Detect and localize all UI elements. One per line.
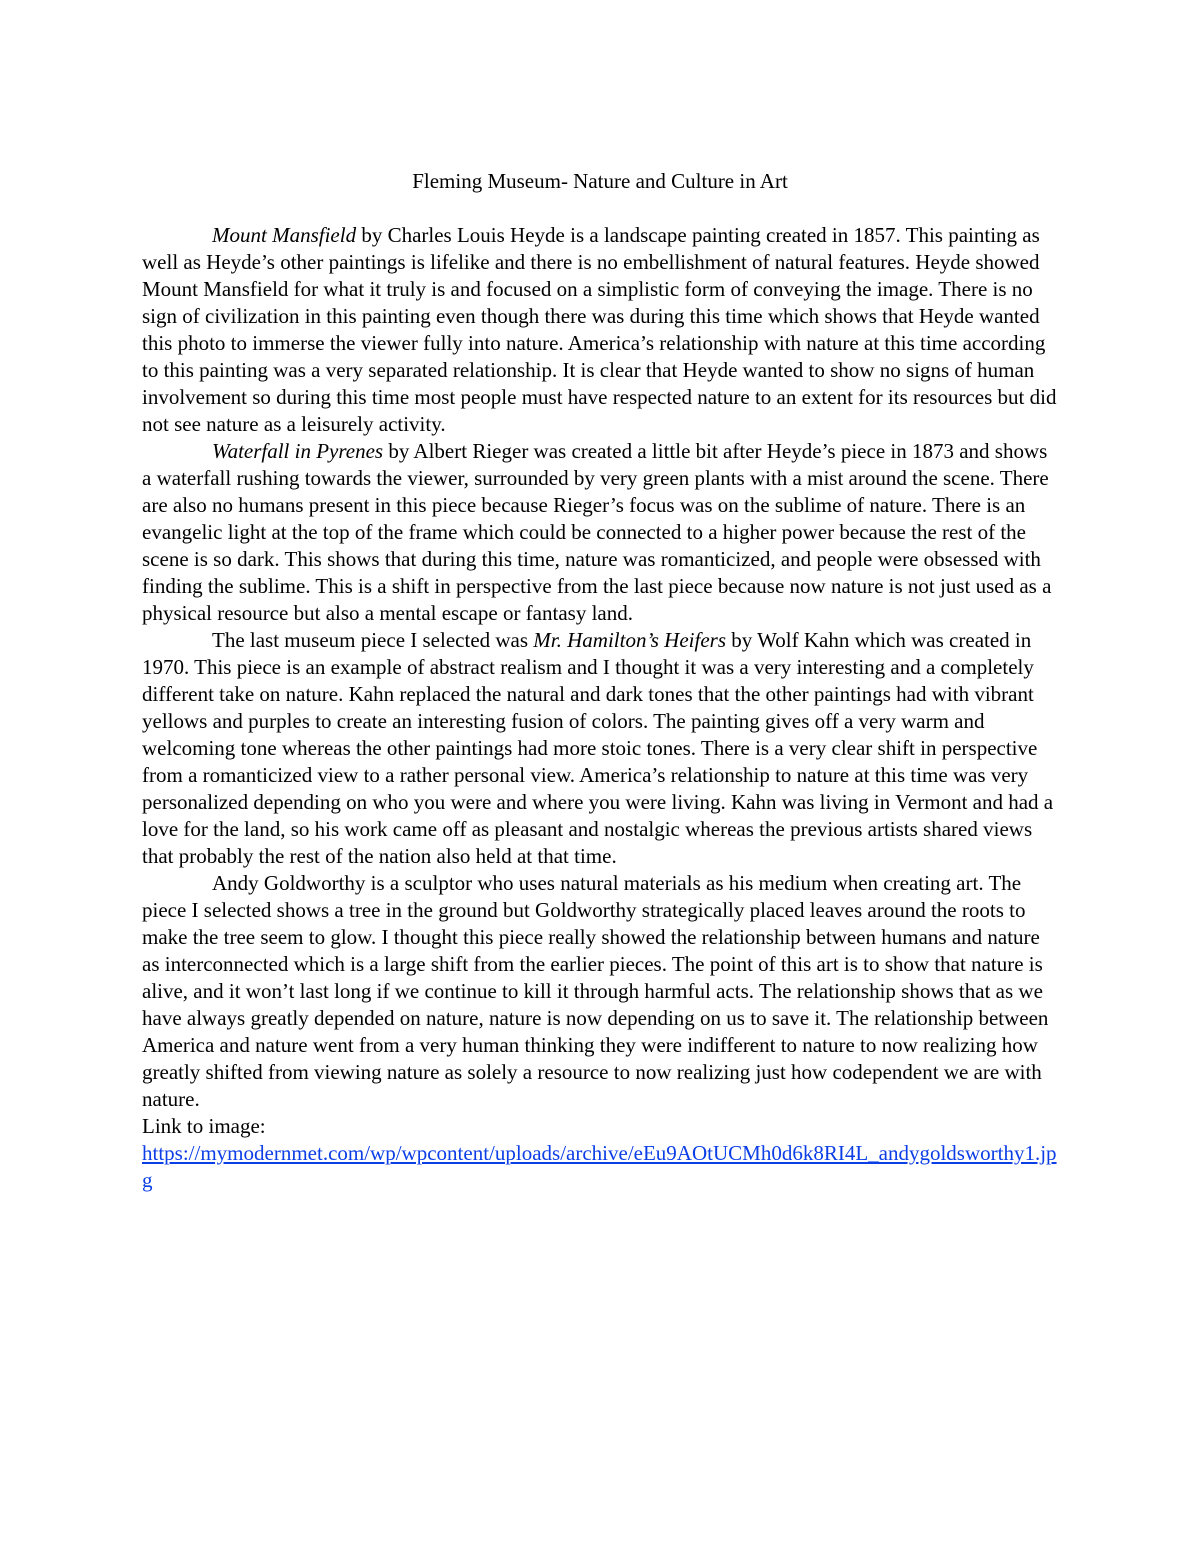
document-title: Fleming Museum- Nature and Culture in Art [412,169,788,193]
link-label: Link to image: [142,1114,266,1138]
document-body [142,168,1058,1194]
artwork-title-mount-mansfield: Mount Mansfield [212,223,357,247]
image-link[interactable]: https://mymodernmet.com/wp/wpcontent/uploads/archive/eEu9AOtUCMh0d6k8RI4L_andygoldsworthy1.jpg [142,1141,1057,1192]
paragraph-text: by Albert Rieger was created a little bit after Heyde’s piece in 1873 and shows a waterfall rushing towards the viewer, surrounded by very green plants with a mist around the scene. There are also no humans present in this piece because Rieger’s focus was on the sublime of nature. There is an evangelic light at the top of the frame which could be connected to a higher power because the rest of the scene is so dark. This shows that during this time, nature was romanticized, and people were obsessed with finding the sublime. This is a shift in perspective from the last piece because now nature is not just used as a physical resource but also a mental escape or fantasy land. [142,439,1052,625]
paragraph-text: Andy Goldworthy is a sculptor who uses natural materials as his medium when creating art. The piece I selected shows a tree in the ground but Goldworthy strategically placed leaves around the roots to make the tree seem to glow. I thought this piece really showed the relationship between humans and nature as interconnected which is a large shift from the earlier pieces. The point of this art is to show that nature is alive, and it won’t last long if we continue to kill it through harmful acts. The relationship shows that as we have always greatly depended on nature, nature is now depending on us to save it. The relationship between America and nature went from a very human thinking they were indifferent to nature to now realizing how greatly shifted from viewing nature as solely a resource to now realizing just how codependent we are with nature. [142,871,1049,1111]
paragraph-waterfall [142,438,1058,627]
link-paragraph [142,1140,1058,1194]
artwork-title-waterfall: Waterfall in Pyrenes [212,439,384,463]
paragraph-text: by Charles Louis Heyde is a landscape painting created in 1857. This painting as well as Heyde’s other paintings is lifelike and there is no embellishment of natural features. Heyde showed Mount Mansfield for what it truly is and focused on a simplistic form of conveying the image. There is no sign of civilization in this painting even though there was during this time which shows that Heyde wanted this photo to immerse the viewer fully into nature. America’s relationship with nature at this time according to this painting was a very separated relationship. It is clear that Heyde wanted to show no signs of human involvement so during this time most people must have respected nature to an extent for its resources but did not see nature as a leisurely activity. [142,223,1057,436]
paragraph-goldworthy [142,870,1058,1113]
paragraph-heifers [142,627,1058,870]
paragraph-text: by Wolf Kahn which was created in 1970. This piece is an example of abstract realism and I thought it was a very interesting and a completely different take on nature. Kahn replaced the natural and dark tones that the other paintings had with vibrant yellows and purples to create an interesting fusion of colors. The painting gives off a very warm and welcoming tone whereas the other paintings had more stoic tones. There is a very clear shift in perspective from a romanticized view to a rather personal view. America’s relationship to nature at this time was very personalized depending on who you were and where you were living. Kahn was living in Vermont and had a love for the land, so his work came off as pleasant and nostalgic whereas the previous artists shared views that probably the rest of the nation also held at that time. [142,628,1054,868]
paragraph-text-lead: The last museum piece I selected was [212,628,534,652]
paragraph-mount-mansfield [142,222,1058,438]
artwork-title-heifers: Mr. Hamilton’s Heifers [533,628,726,652]
